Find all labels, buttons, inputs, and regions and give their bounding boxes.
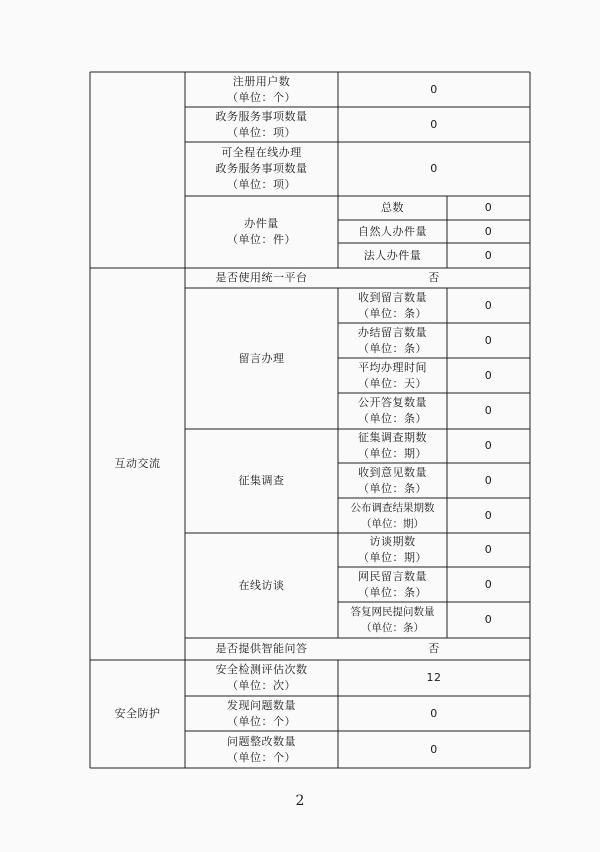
security-fixed-label: 问题整改数量 （单位：个） <box>227 734 296 764</box>
survey-group-label: 征集调查 <box>238 474 285 487</box>
survey-opinions-value: 0 <box>484 473 493 487</box>
messages-avg-time-value: 0 <box>484 368 493 382</box>
service-items-label: 政务服务事项数量 （单位：项） <box>215 109 308 139</box>
cases-legal-value: 0 <box>484 248 493 262</box>
interview-answers-label: 答复网民提问数量 （单位：条） <box>350 606 435 634</box>
security-found-value: 0 <box>430 706 438 720</box>
unified-platform-label: 是否使用统一平台 <box>215 271 308 284</box>
interview-messages-label: 网民留言数量 （单位：条） <box>358 569 427 599</box>
security-found-label: 发现问题数量 （单位：个） <box>227 698 296 728</box>
interview-answers-value: 0 <box>484 613 493 626</box>
messages-received-label: 收到留言数量 （单位：条） <box>358 290 427 320</box>
interview-messages-value: 0 <box>484 577 493 591</box>
survey-results-value: 0 <box>484 508 493 522</box>
messages-handled-value: 0 <box>484 333 493 347</box>
messages-public-replies-label: 公开答复数量 （单位：条） <box>358 396 427 425</box>
page-number: 2 <box>295 793 305 809</box>
cases-total-label: 总数 <box>381 201 404 214</box>
security-tests-value: 12 <box>426 671 442 684</box>
cases-legal-label: 法人办件量 <box>363 248 422 262</box>
cases-total-value: 0 <box>484 201 493 214</box>
survey-opinions-label: 收到意见数量 （单位：条） <box>358 465 427 495</box>
survey-periods-value: 0 <box>484 439 493 452</box>
smart-qa-value: 否 <box>428 642 440 655</box>
security-section-label: 安全防护 <box>114 707 161 720</box>
registered-users-value: 0 <box>430 82 438 96</box>
interview-group-label: 在线访谈 <box>238 578 285 592</box>
online-items-label: 可全程在线办理 政务服务事项数量 （单位：项） <box>215 146 308 191</box>
survey-periods-label: 征集调查期数 （单位：期） <box>358 431 427 460</box>
online-items-value: 0 <box>430 162 438 175</box>
interaction-section-label: 互动交流 <box>114 457 161 470</box>
registered-users-label: 注册用户数 （单位：个） <box>227 74 296 104</box>
security-fixed-value: 0 <box>430 742 438 756</box>
cases-label: 办件量 （单位：件） <box>227 217 296 246</box>
smart-qa-label: 是否提供智能问答 <box>215 642 308 655</box>
cases-natural-value: 0 <box>484 224 493 238</box>
interview-periods-value: 0 <box>484 543 493 556</box>
messages-received-value: 0 <box>484 298 493 312</box>
interview-periods-label: 访谈期数 （单位：期） <box>358 535 427 564</box>
service-items-value: 0 <box>430 117 438 131</box>
messages-handled-label: 办结留言数量 （单位：条） <box>358 325 427 355</box>
messages-avg-time-label: 平均办理时间 （单位：天） <box>358 360 427 390</box>
unified-platform-value: 否 <box>428 271 440 284</box>
survey-results-label: 公布调查结果期数 （单位：期） <box>350 501 435 530</box>
cases-natural-label: 自然人办件量 <box>358 224 427 238</box>
messages-group-label: 留言办理 <box>238 351 285 365</box>
messages-public-replies-value: 0 <box>484 404 493 417</box>
security-tests-label: 安全检测评估次数 （单位：次） <box>215 663 308 692</box>
